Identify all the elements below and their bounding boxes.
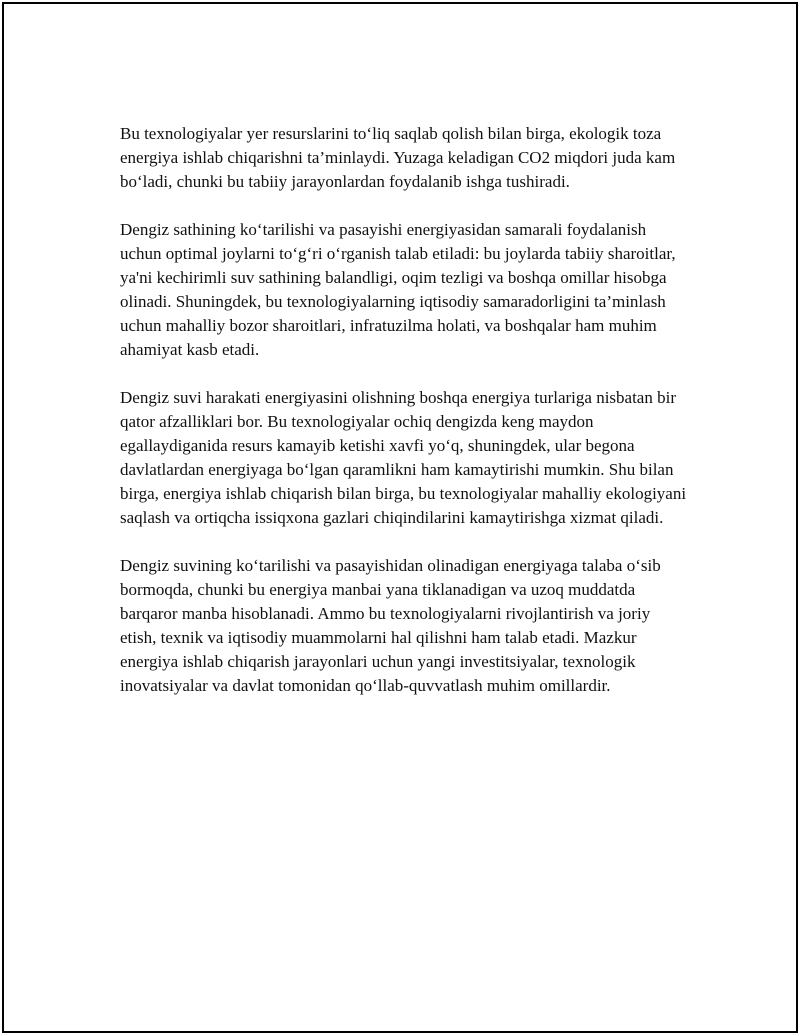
paragraph-2: Dengiz sathining ko‘tarilishi va pasayishi energiyasidan samarali foydalanish uchun optimal joylarni to‘g‘ri o‘rganish talab etiladi: bu joylarda tabiiy sharoitlar, ya'ni kechirimli suv sathining balandligi, oqim tezligi va boshqa omillar hisobga olinadi. Shuningdek, bu texnologiyalarning iqtisodiy samaradorligini ta’minlash uchun mahalliy bozor sharoitlari, infratuzilma holati, va boshqalar ham muhim ahamiyat kasb etadi.	[120, 220, 676, 359]
page-frame	[2, 2, 798, 1033]
paragraph-4: Dengiz suvining ko‘tarilishi va pasayishidan olinadigan energiyaga talaba o‘sib bormoqda, chunki bu energiya manbai yana tiklanadigan va uzoq muddatda barqaror manba hisoblanadi. Ammo bu texnologiyalarni rivojlantirish va joriy etish, texnik va iqtisodiy muammolarni hal qilishni ham talab etadi. Mazkur energiya ishlab chiqarish jarayonlari uchun yangi investitsiyalar, texnologik inovatsiyalar va davlat tomonidan qo‘llab-quvvatlash muhim omillardir.	[120, 556, 661, 695]
paragraph-3: Dengiz suvi harakati energiyasini olishning boshqa energiya turlariga nisbatan bir qator afzalliklari bor. Bu texnologiyalar ochiq dengizda keng maydon egallaydiganida resurs kamayib ketishi xavfi yo‘q, shuningdek, ular begona davlatlardan energiyaga bo‘lgan qaramlikni ham kamaytirishi mumkin. Shu bilan birga, energiya ishlab chiqarish bilan birga, bu texnologiyalar mahalliy ekologiyani saqlash va ortiqcha issiqxona gazlari chiqindilarini kamaytirishga xizmat qiladi.	[120, 388, 687, 527]
document-body	[120, 122, 690, 722]
paragraph-1: Bu texnologiyalar yer resurslarini to‘liq saqlab qolish bilan birga, ekologik toza energiya ishlab chiqarishni ta’minlaydi. Yuzaga keladigan CO2 miqdori juda kam bo‘ladi, chunki bu tabiiy jarayonlardan foydalanib ishga tushiradi.	[120, 124, 676, 191]
